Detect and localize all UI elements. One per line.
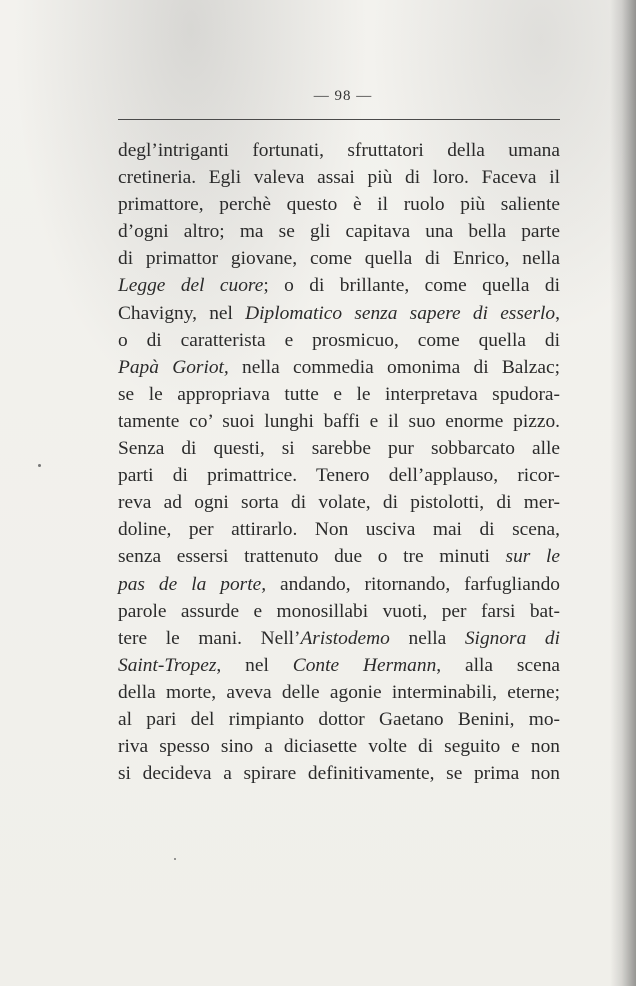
text-segment: d’ogni altro; ma se gli capitava una bella parte [118,221,560,243]
text-line [118,625,560,652]
text-line [118,706,560,733]
text-line [118,760,560,787]
text-line [118,516,560,543]
text-segment: Senza di questi, si sarebbe pur sobbarcato alle [118,438,560,460]
text-segment: nella [389,627,465,649]
italic-title: Papà Goriot, [118,356,229,378]
text-line [118,489,560,516]
text-segment: degl’intriganti fortunati, sfruttatori della umana [118,140,560,161]
text-segment: parole assurde e monosillabi vuoti, per farsi bat- [118,600,560,622]
text-segment: riva spesso sino a diciasette volte di seguito e non [118,736,560,758]
italic-title: Legge del cuore [118,275,264,297]
text-segment: cretineria. Egli valeva assai più di loro. Faceva il [118,167,560,189]
italic-title: Saint-Tropez [118,654,217,676]
text-line [118,598,560,625]
italic-title: Aristodemo [300,627,390,649]
text-segment: tamente co’ suoi lunghi baffi e il suo enorme pizzo. [118,410,560,432]
italic-title: pas de la porte, [118,573,267,595]
text-line [118,191,560,218]
text-segment: tere le mani. Nell’ [118,627,301,649]
text-segment: Chavigny, nel [118,302,246,324]
text-segment: primattore, perchè questo è il ruolo più saliente [118,194,560,216]
text-line [118,381,560,408]
text-segment: se le appropriava tutte e le interpretava spudora- [118,383,560,405]
text-segment: senza essersi trattenuto due o tre minuti [118,546,506,568]
text-segment: , [555,302,560,324]
text-line [118,408,560,435]
text-line [118,679,560,706]
text-line [118,571,560,598]
paper-speck [38,464,41,467]
header-rule [118,119,560,120]
page-number: — 98 — [313,88,373,104]
text-line [118,435,560,462]
text-line [118,543,560,570]
text-segment: andando, ritornando, farfugliando [266,573,560,595]
italic-title: Diplomatico senza sapere di esserlo [245,302,556,324]
text-line [118,164,560,191]
text-line [118,137,560,164]
text-segment: doline, per attirarlo. Non usciva mai di scena, [118,519,560,541]
italic-title: sur le [505,546,560,568]
text-line [118,462,560,489]
text-segment: o di caratterista e prosmicuo, come quella di [118,329,560,351]
text-line [118,327,560,354]
text-segment: , nel [216,654,293,676]
text-segment: reva ad ogni sorta di volate, di pistolotti, di mer- [118,492,560,514]
text-line [118,272,560,299]
text-segment: al pari del rimpianto dottor Gaetano Benini, mo- [118,708,560,730]
text-segment: della morte, aveva delle agonie interminabili, eterne; [118,681,560,703]
text-segment: si decideva a spirare definitivamente, se prima non [118,763,560,785]
text-segment: ; o di brillante, come quella di [263,275,560,297]
italic-title: Conte Hermann [292,654,437,676]
text-line [118,652,560,679]
text-line [118,245,560,272]
text-line [118,733,560,760]
text-line [118,218,560,245]
text-line [118,300,560,327]
italic-title: Signora di [464,627,560,649]
text-segment: , alla scena [436,654,560,676]
text-segment: parti di primattrice. Tenero dell’applauso, ricor- [118,465,560,487]
paper-speck [174,858,176,860]
text-segment: nella commedia omonima di Balzac; [228,356,560,378]
page-edge-shadow [610,0,636,986]
text-segment: di primattor giovane, come quella di Enrico, nella [118,248,560,270]
body-text [118,137,560,787]
text-line [118,354,560,381]
